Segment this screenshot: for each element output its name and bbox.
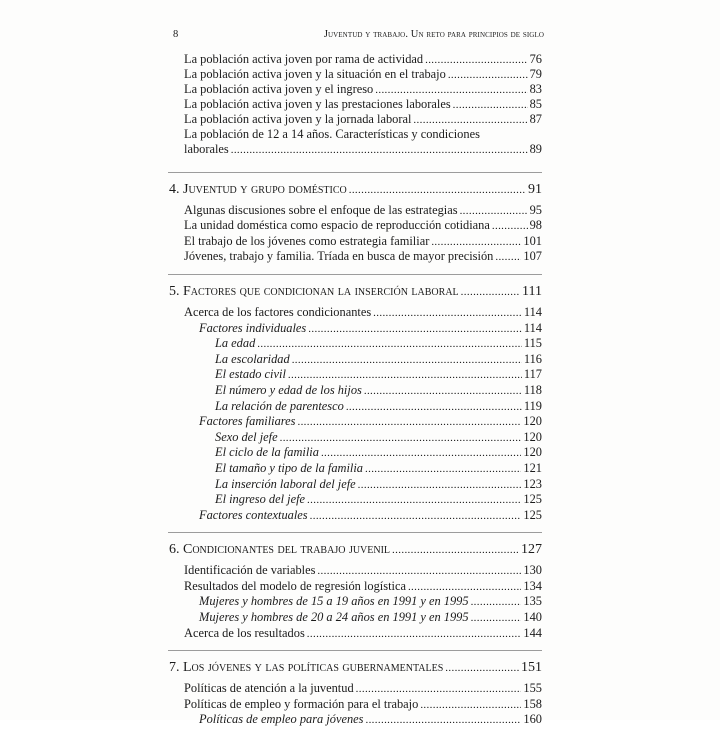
dot-leader	[453, 97, 528, 112]
toc-entry[interactable]	[168, 399, 542, 415]
dot-leader	[349, 182, 526, 198]
toc-entry[interactable]	[168, 112, 542, 127]
toc-entry[interactable]	[168, 234, 542, 250]
chapter-page: 151	[521, 660, 542, 676]
toc-entry-title: La relación de parentesco	[215, 398, 344, 413]
toc-entry-page: 120	[523, 414, 542, 429]
dot-leader	[310, 508, 522, 523]
dot-leader	[495, 249, 521, 264]
dot-leader	[307, 626, 522, 641]
toc-entry-title: Resultados del modelo de regresión logística	[184, 578, 406, 593]
toc-entry-title: Factores familiares	[199, 414, 296, 429]
toc-entry[interactable]	[168, 352, 542, 368]
toc-entry-title: Mujeres y hombres de 20 a 24 años en 1991 y en 1995	[199, 610, 469, 625]
dot-leader	[431, 234, 521, 249]
toc-entry-title: El ingreso del jefe	[215, 492, 306, 507]
toc-entry-title: Políticas de empleo y formación para el trabajo	[184, 696, 419, 711]
dot-leader	[365, 461, 521, 476]
toc-entry-title: La población activa joven y el ingreso	[184, 82, 374, 96]
dot-leader	[257, 336, 522, 351]
page-number: 8	[173, 29, 179, 40]
toc-entry-title: Políticas de empleo para jóvenes	[199, 712, 364, 727]
toc-entry-title: Algunas discusiones sobre el enfoque de las estrategias	[184, 202, 458, 217]
toc-entry[interactable]	[168, 203, 542, 219]
toc-sections	[168, 172, 542, 728]
chapter-heading[interactable]	[168, 274, 542, 305]
dot-leader	[317, 563, 521, 578]
toc-entry-title: Mujeres y hombres de 15 a 19 años en 1991 y en 1995	[199, 594, 469, 609]
toc-entry[interactable]	[168, 626, 542, 642]
toc-entry-page: 125	[523, 507, 542, 522]
dot-leader	[364, 383, 522, 398]
toc-entry-page: 114	[523, 304, 542, 319]
dot-leader	[297, 414, 521, 429]
dot-leader	[356, 681, 522, 696]
toc-top-entries	[168, 52, 542, 158]
dot-leader	[321, 445, 521, 460]
toc-entry-title: El ciclo de la familia	[215, 445, 319, 460]
toc-chapter	[168, 532, 542, 641]
dot-leader	[308, 321, 522, 336]
dot-leader	[471, 610, 522, 625]
toc-entry-page: 160	[523, 712, 542, 727]
chapter-title: 4. Juventud y grupo doméstico	[169, 181, 347, 197]
toc-entry[interactable]	[168, 218, 542, 234]
toc-entry-title: Sexo del jefe	[215, 429, 278, 444]
toc-entry[interactable]	[168, 336, 542, 352]
toc-entry[interactable]	[168, 508, 542, 524]
chapter-heading[interactable]	[168, 650, 542, 681]
toc-entry-title: La unidad doméstica como espacio de reproducción cotidiana	[184, 218, 490, 233]
toc-entry-page: 79	[529, 67, 542, 81]
toc-entry[interactable]	[168, 563, 542, 579]
dot-leader	[413, 112, 527, 127]
toc-entry-page: 120	[523, 429, 542, 444]
chapter-page: 91	[528, 181, 542, 197]
toc-entry-page: 135	[523, 594, 542, 609]
chapter-heading[interactable]	[168, 172, 542, 203]
toc-entry-title: La escolaridad	[215, 351, 290, 366]
toc-entry-page: 114	[523, 320, 542, 335]
toc-entry-page: 121	[523, 460, 542, 475]
running-title: Juventud y trabajo. Un reto para principios de siglo	[323, 29, 544, 40]
toc-entry-title-continued: laborales	[184, 142, 229, 156]
dot-leader	[461, 284, 520, 300]
toc-entry[interactable]	[168, 249, 542, 265]
toc-entry-page: 107	[523, 249, 542, 264]
toc-entry[interactable]	[168, 82, 542, 97]
toc-chapter	[168, 172, 542, 265]
page-header	[171, 29, 544, 43]
toc-entry-page: 123	[523, 476, 542, 491]
toc-entry[interactable]	[168, 579, 542, 595]
toc-entry-title: Acerca de los factores condicionantes	[184, 304, 372, 319]
toc-entry-page: 119	[523, 398, 542, 413]
toc-entry-page: 117	[523, 367, 542, 382]
toc-entry-title: El número y edad de los hijos	[215, 382, 362, 397]
toc-entry-title: El trabajo de los jóvenes como estrategia familiar	[184, 233, 430, 248]
toc-entry-continuation[interactable]	[168, 142, 542, 158]
dot-leader	[420, 697, 521, 712]
toc-entry-page: 115	[523, 336, 542, 351]
chapter-page: 111	[522, 283, 542, 299]
dot-leader	[375, 82, 527, 97]
toc-entry[interactable]	[168, 445, 542, 461]
toc-entry[interactable]	[168, 477, 542, 493]
toc-entry[interactable]	[168, 305, 542, 321]
dot-leader	[373, 305, 522, 320]
toc-entry[interactable]	[168, 367, 542, 383]
chapter-title: 6. Condicionantes del trabajo juvenil	[169, 542, 391, 558]
toc-entry-page: 155	[523, 681, 542, 696]
toc-entry[interactable]	[168, 712, 542, 728]
toc-entry-title: La población de 12 a 14 años. Características y condiciones	[184, 127, 480, 141]
toc-entry-page: 101	[523, 233, 542, 248]
dot-leader	[358, 477, 522, 492]
toc-entry[interactable]	[168, 697, 542, 713]
dot-leader	[425, 52, 528, 67]
dot-leader	[408, 579, 521, 594]
toc-entry-title: Jóvenes, trabajo y familia. Tríada en busca de mayor precisión	[184, 249, 494, 264]
toc-entry[interactable]	[168, 492, 542, 508]
toc-entry-title: Identificación de variables	[184, 563, 316, 578]
chapter-page: 127	[521, 542, 542, 558]
toc-entry[interactable]	[168, 681, 542, 697]
toc-entry-page: 85	[529, 97, 542, 111]
toc-entry-title: La población activa joven por rama de actividad	[184, 52, 424, 66]
toc-chapter	[168, 650, 542, 728]
toc-entry-page: 144	[523, 625, 542, 640]
toc-chapter	[168, 274, 542, 523]
toc-entry[interactable]	[168, 321, 542, 337]
toc-entry-title: Acerca de los resultados	[184, 625, 305, 640]
dot-leader	[307, 492, 521, 507]
toc-entry-page: 120	[523, 445, 542, 460]
toc-entry-title: El estado civil	[215, 367, 286, 382]
toc-entry[interactable]	[168, 610, 542, 626]
dot-leader	[288, 367, 522, 382]
toc-entry-title: El tamaño y tipo de la familia	[215, 460, 363, 475]
toc-entry-page: 130	[523, 563, 542, 578]
chapter-heading[interactable]	[168, 532, 542, 563]
toc-entry-page: 140	[523, 610, 542, 625]
toc-entry-title: Políticas de atención a la juventud	[184, 681, 354, 696]
toc-entry-page: 118	[523, 382, 542, 397]
chapter-title: 7. Los jóvenes y las políticas gubernamentales	[169, 660, 444, 676]
table-of-contents	[168, 52, 542, 735]
toc-entry[interactable]	[168, 594, 542, 610]
toc-entry-page: 98	[529, 218, 542, 233]
toc-entry-title: La población activa joven y la jornada laboral	[184, 112, 412, 126]
toc-entry-title: La población activa joven y la situación en el trabajo	[184, 67, 446, 81]
toc-entry-page: 76	[529, 52, 542, 66]
toc-entry-page: 116	[523, 351, 542, 366]
toc-entry[interactable]	[168, 127, 542, 142]
toc-entry-page: 87	[529, 112, 542, 126]
toc-entry[interactable]	[168, 414, 542, 430]
toc-entry-title: Factores individuales	[199, 320, 307, 335]
toc-entry-page: 125	[523, 492, 542, 507]
toc-entry[interactable]	[168, 383, 542, 399]
toc-entry-title: La inserción laboral del jefe	[215, 476, 356, 491]
dot-leader	[471, 594, 522, 609]
toc-entry-page: 134	[523, 578, 542, 593]
toc-entry-page: 83	[529, 82, 542, 96]
dot-leader	[460, 203, 528, 218]
toc-entry-title: Factores contextuales	[199, 507, 308, 522]
toc-entry[interactable]	[168, 461, 542, 477]
toc-entry[interactable]	[168, 52, 542, 67]
toc-entry-title: La edad	[215, 336, 256, 351]
toc-entry[interactable]	[168, 67, 542, 82]
dot-leader	[292, 352, 522, 367]
toc-entry-page: 89	[529, 142, 542, 156]
dot-leader	[492, 218, 528, 233]
toc-entry-title: La población activa joven y las prestaciones laborales	[184, 97, 451, 111]
dot-leader	[231, 142, 528, 157]
dot-leader	[346, 399, 522, 414]
toc-entry[interactable]	[168, 97, 542, 112]
toc-entry-page: 95	[529, 202, 542, 217]
dot-leader	[448, 67, 528, 82]
dot-leader	[445, 660, 519, 676]
chapter-title: 5. Factores que condicionan la inserción laboral	[169, 283, 459, 299]
dot-leader	[392, 542, 519, 558]
toc-entry-page: 158	[523, 696, 542, 711]
dot-leader	[280, 430, 522, 445]
toc-entry[interactable]	[168, 430, 542, 446]
